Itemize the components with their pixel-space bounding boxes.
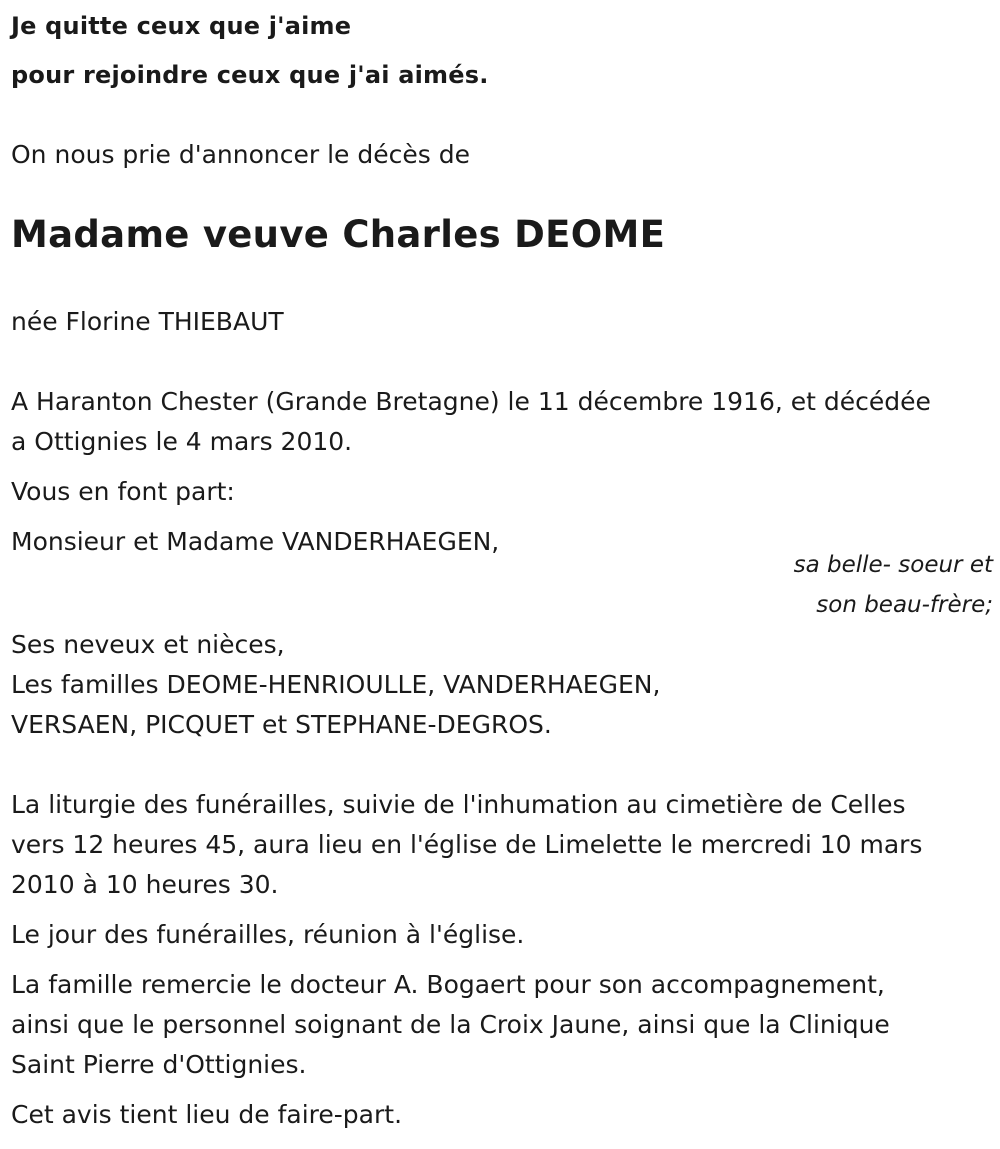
thanks-line-3: Saint Pierre d'Ottignies.: [11, 1050, 307, 1079]
funeral-line-1: La liturgie des funérailles, suivie de l'inhumation au cimetière de Celles: [11, 790, 906, 819]
funeral-line-3: 2010 à 10 heures 30.: [11, 870, 279, 899]
funeral-line-2: vers 12 heures 45, aura lieu en l'église de Limelette le mercredi 10 mars: [11, 830, 923, 859]
dates-line-1: A Haranton Chester (Grande Bretagne) le 11 décembre 1916, et décédée: [11, 387, 931, 416]
epigraph-line-1: Je quitte ceux que j'aime: [11, 12, 352, 40]
thanks-line-2: ainsi que le personnel soignant de la Croix Jaune, ainsi que la Clinique: [11, 1010, 890, 1039]
family-relation-line-1: sa belle- soeur et: [793, 552, 993, 578]
dates-line-2: a Ottignies le 4 mars 2010.: [11, 427, 353, 456]
closing-text: Cet avis tient lieu de faire-part.: [11, 1100, 403, 1129]
family-line-1: Ses neveux et nièces,: [11, 630, 285, 659]
birth-name: née Florine THIEBAUT: [11, 307, 284, 336]
announcement-text: Vous en font part:: [11, 477, 235, 506]
family-line-3: VERSAEN, PICQUET et STEPHANE-DEGROS.: [11, 710, 552, 739]
intro-text: On nous prie d'annoncer le décès de: [11, 140, 470, 169]
deceased-name: Madame veuve Charles DEOME: [11, 213, 666, 256]
family-line-2: Les familles DEOME-HENRIOULLE, VANDERHAEGEN,: [11, 670, 661, 699]
meeting-text: Le jour des funérailles, réunion à l'église.: [11, 920, 525, 949]
thanks-line-1: La famille remercie le docteur A. Bogaert pour son accompagnement,: [11, 970, 885, 999]
family-couple: Monsieur et Madame VANDERHAEGEN,: [11, 527, 500, 556]
epigraph-line-2: pour rejoindre ceux que j'ai aimés.: [11, 61, 489, 89]
family-relation-line-2: son beau-frère;: [816, 592, 993, 618]
